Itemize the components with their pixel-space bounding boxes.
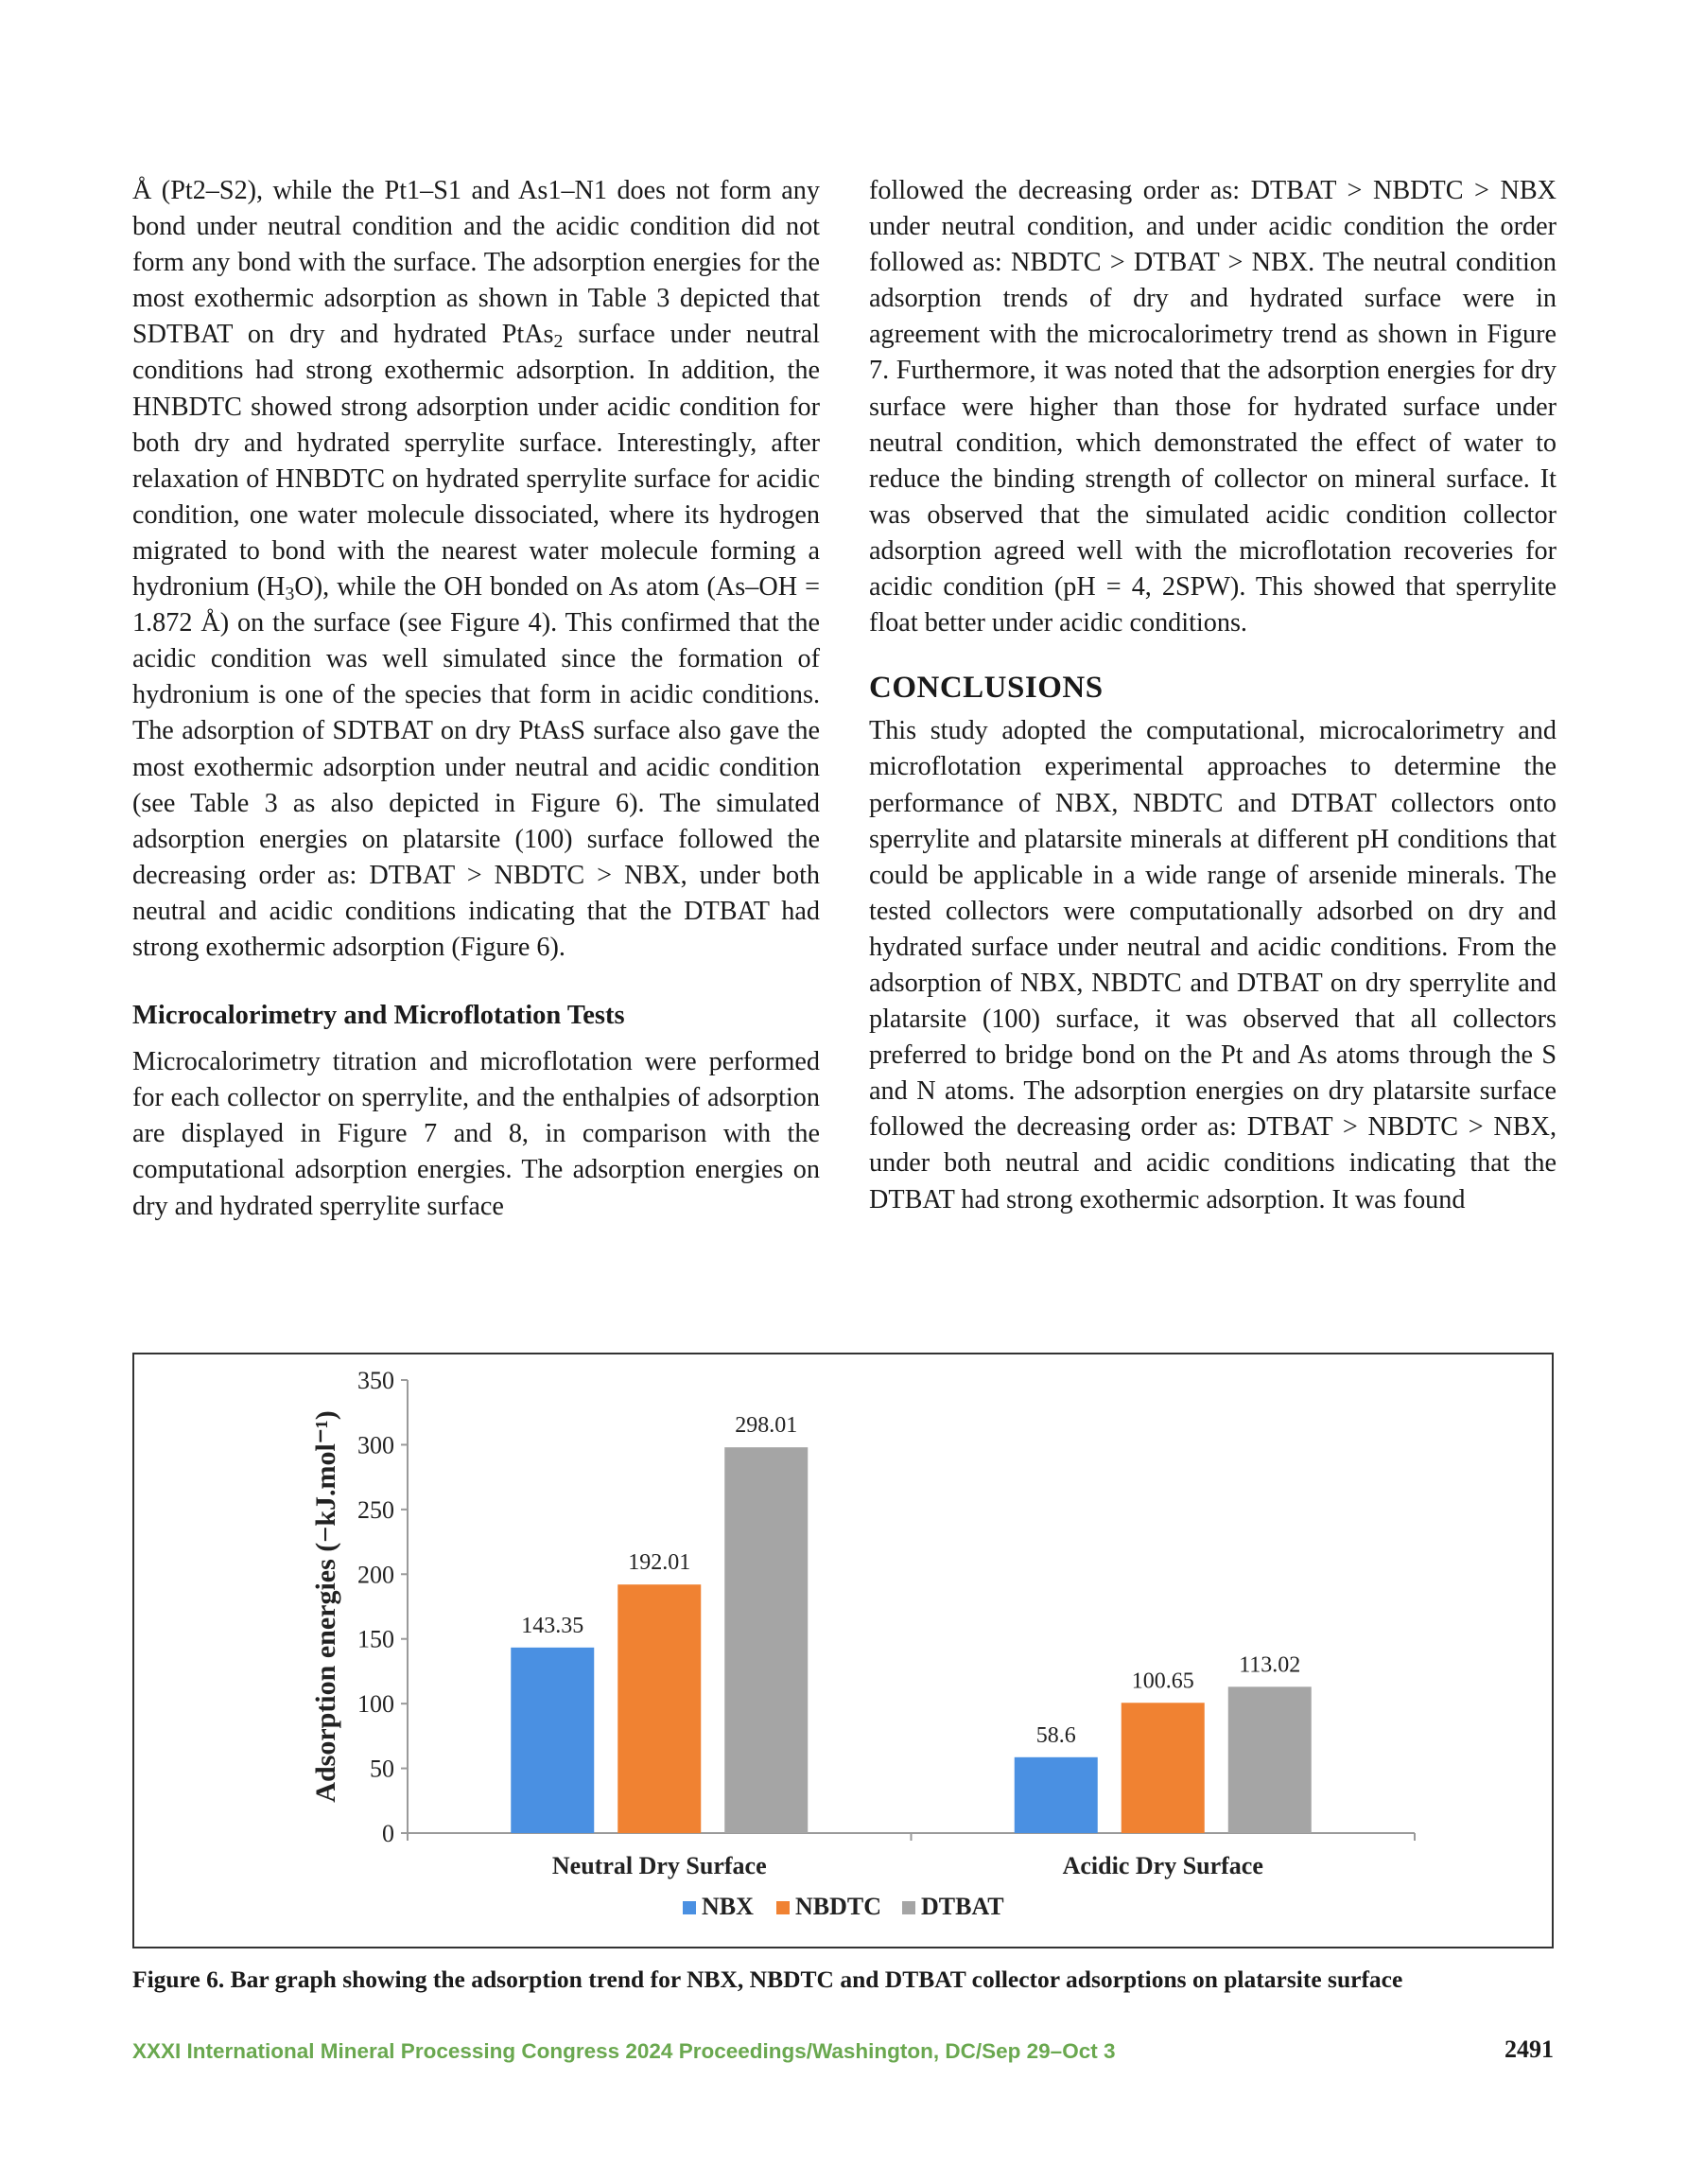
data-label: 192.01 [628, 1550, 691, 1576]
page-number: 2491 [1504, 2035, 1554, 2063]
data-label: 100.65 [1131, 1669, 1194, 1694]
legend-swatch [902, 1901, 915, 1914]
paragraph: Å (Pt2–S2), while the Pt1–S1 and As1–N1 does not form any bond under neutral condition and the acidic condition did not form any bond with the surface. The adsorption energies for the most exothermic adsorption as shown in Table 3 depicted that SDTBAT on dry and hydrated PtAs$_2$ surface under neutral conditions had strong exothermic adsorption. In addition, the HNBDTC showed strong adsorption under acidic condition for both dry and hydrated sperrylite surface. Interestingly, after relaxation of HNBDTC on hydrated sperrylite surface for acidic condition, one water molecule dissociated, where its hydrogen migrated to bond with the nearest water molecule forming a hydronium $(H_3O)$, while the OH bonded on As atom (As–OH = 1.872 Å) on the surface (see Figure 4). This confirmed that the acidic condition was well simulated since the formation of hydronium is one of the species that form in acidic conditions. The adsorption of SDTBAT on dry PtAsS surface also gave the most exothermic adsorption under neutral and acidic condition (see Table 3 as also depicted in Figure 6). The simulated adsorption energies on platarsite (100) surface followed the decreasing order as: DTBAT > NBDTC > NBX, under both neutral and acidic conditions indicating that the DTBAT had strong exothermic adsorption (Figure 6). [132, 176, 821, 962]
paragraph: Microcalorimetry titration and microflotation were performed for each collector on sperrylite, and the enthalpies of adsorption are displayed in Figure 7 and 8, in comparison with the computational adsorption energies. The adsorption energies on dry and hydrated sperrylite surface [132, 1047, 820, 1221]
bar-nbx [511, 1648, 594, 1833]
left-column [132, 173, 820, 1225]
y-tick-label: 50 [370, 1755, 394, 1783]
footer-text: XXXI International Mineral Processing Congress 2024 Proceedings/Washington, DC/Sep 29–Oct 3 [132, 2039, 1116, 2063]
y-tick-label: 150 [357, 1625, 394, 1653]
legend-label: DTBAT [921, 1893, 1004, 1920]
bar-nbx [1015, 1757, 1098, 1833]
legend-swatch [683, 1901, 696, 1914]
y-tick-label: 350 [357, 1367, 394, 1394]
y-tick-label: 200 [357, 1561, 394, 1589]
bar-dtbat [1228, 1686, 1312, 1833]
figure-frame [132, 1353, 1554, 1948]
y-tick-label: 250 [357, 1495, 394, 1524]
paragraph: This study adopted the computational, microcalorimetry and microflotation experimental approaches to determine the performance of NBX, NBDTC and DTBAT collectors onto sperrylite and platarsite minerals at different pH conditions that could be applicable in a wide range of arsenide minerals. The tested collectors were computationally adsorbed on dry and hydrated surface under neutral and acidic conditions. From the adsorption of NBX, NBDTC and DTBAT on dry sperrylite and platarsite (100) surface, it was observed that all collectors preferred to bridge bond on the Pt and As atoms through the S and N atoms. The adsorption energies on dry platarsite surface followed the decreasing order as: DTBAT > NBDTC > NBX, under both neutral and acidic conditions indicating that the DTBAT had strong exothermic adsorption. It was found [869, 716, 1557, 1214]
data-label: 298.01 [735, 1413, 798, 1439]
bar-chart [134, 1354, 1552, 1947]
data-label: 113.02 [1239, 1652, 1301, 1678]
right-column [869, 173, 1557, 1218]
legend-label: NBX [702, 1893, 754, 1920]
data-label: 58.6 [1035, 1722, 1076, 1748]
bar-nbdtc [617, 1584, 701, 1833]
legend-swatch [776, 1901, 790, 1914]
y-tick-label: 0 [382, 1820, 394, 1847]
figure-caption: Figure 6. Bar graph showing the adsorption trend for NBX, NBDTC and DTBAT collector adsorptions on platarsite surface [132, 1966, 1403, 1993]
legend-label: NBDTC [795, 1893, 882, 1920]
y-axis-title: Adsorption energies (−kJ.mol⁻¹) [310, 1410, 341, 1803]
subsection-heading: Microcalorimetry and Microflotation Tests [132, 1001, 625, 1031]
x-category-label: Neutral Dry Surface [551, 1852, 767, 1879]
bar-dtbat [724, 1447, 808, 1833]
data-label: 143.35 [521, 1613, 584, 1638]
x-category-label: Acidic Dry Surface [1062, 1852, 1263, 1879]
y-tick-label: 100 [357, 1690, 394, 1719]
bar-nbdtc [1122, 1703, 1205, 1833]
section-heading: CONCLUSIONS [869, 671, 1104, 706]
paragraph: followed the decreasing order as: DTBAT > NBDTC > NBX under neutral condition, and under acidic condition the order followed as: NBDTC > DTBAT > NBX. The neutral condition adsorption trends of dry and hydrated surface were in agreement with the microcalorimetry trend as shown in Figure 7. Furthermore, it was noted that the adsorption energies for dry surface were higher than those for hydrated surface under neutral condition, which demonstrated the effect of water to reduce the binding strength of collector on mineral surface. It was observed that the simulated acidic condition collector adsorption agreed well with the microflotation recoveries for acidic condition (pH = 4, 2SPW). This showed that sperrylite float better under acidic conditions. [869, 176, 1557, 638]
y-tick-label: 300 [357, 1431, 394, 1459]
